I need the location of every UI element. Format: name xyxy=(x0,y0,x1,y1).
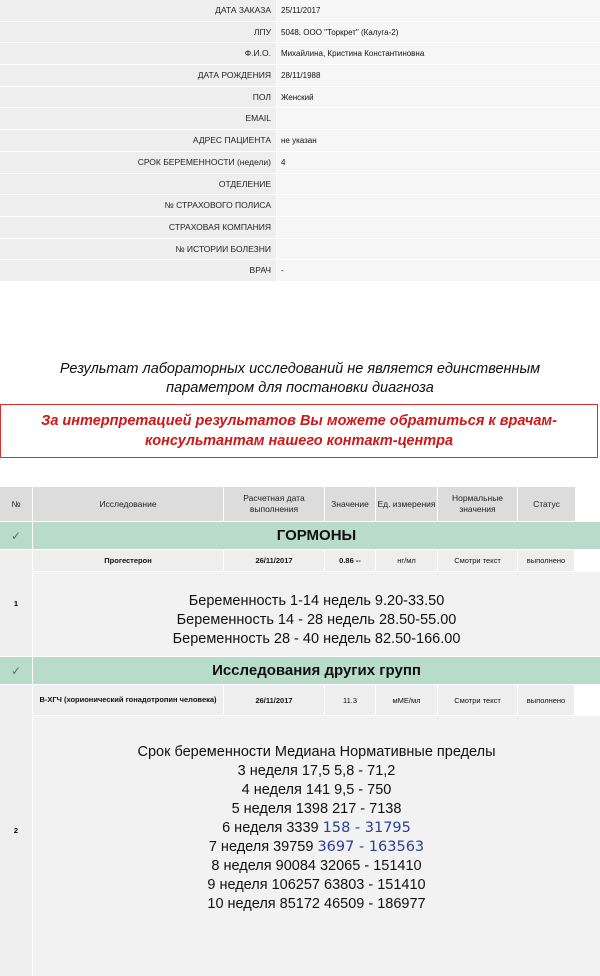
result-row-progesterone xyxy=(0,550,600,656)
header-value: Значение xyxy=(325,487,375,521)
study-date: 26/11/2017 xyxy=(224,685,324,715)
check-icon: ✓ xyxy=(0,522,32,549)
warning-line-1: За интерпретацией результатов Вы можете обратиться к врачам- xyxy=(41,413,557,429)
result-comment xyxy=(33,716,600,976)
section-other xyxy=(0,657,600,684)
comment-header: Срок беременности Медиана Нормативные пределы xyxy=(137,744,496,760)
patient-info-label: Ф.И.О. xyxy=(0,43,276,64)
patient-info-value xyxy=(277,239,600,260)
patient-info-label: ЛПУ xyxy=(0,22,276,43)
comment-line: Беременность 28 - 40 недель 82.50-166.00 xyxy=(172,631,461,647)
patient-info-value: 28/11/1988 xyxy=(277,65,600,86)
patient-info-row xyxy=(0,195,600,217)
warning-line-2: консультантам нашего контакт-центра xyxy=(144,433,454,449)
patient-info-row xyxy=(0,22,600,44)
comment-line xyxy=(33,819,600,838)
study-value: 11.3 xyxy=(325,685,375,715)
patient-info-row xyxy=(0,87,600,109)
patient-info-label: АДРЕС ПАЦИЕНТА xyxy=(0,130,276,151)
section-hormones xyxy=(0,522,600,549)
header-normal: Нормальные значения xyxy=(438,487,517,521)
study-value: 0.86 -- xyxy=(325,550,375,571)
patient-info-row xyxy=(0,65,600,87)
patient-info-value xyxy=(277,195,600,216)
patient-info-row xyxy=(0,43,600,65)
comment-text: 6 неделя 3339 xyxy=(222,820,323,836)
patient-info-label: ОТДЕЛЕНИЕ xyxy=(0,174,276,195)
comment-line: 8 неделя 90084 32065 - 151410 xyxy=(211,858,422,874)
header-date: Расчетная дата выполнения xyxy=(224,487,324,521)
consultation-warning xyxy=(0,404,598,458)
comment-line: Беременность 14 - 28 недель 28.50-55.00 xyxy=(176,612,457,628)
patient-info-value xyxy=(277,217,600,238)
comment-text: 7 неделя 39759 xyxy=(208,839,318,855)
patient-info-value: 25/11/2017 xyxy=(277,0,600,21)
study-normal: Смотри текст xyxy=(438,550,517,571)
header-unit: Ед. измерения xyxy=(376,487,437,521)
patient-info-row xyxy=(0,152,600,174)
study-unit: мМЕ/мл xyxy=(376,685,437,715)
patient-info-value: 4 xyxy=(277,152,600,173)
results-table xyxy=(0,487,600,976)
patient-info-value xyxy=(277,174,600,195)
patient-info-row xyxy=(0,130,600,152)
patient-info-label: № ИСТОРИИ БОЛЕЗНИ xyxy=(0,239,276,260)
patient-info-label: СРОК БЕРЕМЕННОСТИ (недели) xyxy=(0,152,276,173)
patient-info-label: ДАТА РОЖДЕНИЯ xyxy=(0,65,276,86)
result-row-hcg xyxy=(0,685,600,976)
study-status: выполнено xyxy=(518,685,574,715)
row-number: 1 xyxy=(0,550,32,656)
patient-info-value: - xyxy=(277,260,600,281)
study-unit: нг/мл xyxy=(376,550,437,571)
comment-line: 3 неделя 17,5 5,8 - 71,2 xyxy=(237,763,396,779)
check-icon: ✓ xyxy=(0,657,32,684)
patient-info-row xyxy=(0,260,600,282)
patient-info-label: EMAIL xyxy=(0,108,276,129)
header-num: № xyxy=(0,487,32,521)
results-header-row xyxy=(0,487,600,521)
comment-line: 4 неделя 141 9,5 - 750 xyxy=(241,782,392,798)
patient-info-label: ДАТА ЗАКАЗА xyxy=(0,0,276,21)
patient-info-value: Михайлина, Кристина Константиновна xyxy=(277,43,600,64)
header-status: Статус xyxy=(518,487,575,521)
patient-info-value: Женский xyxy=(277,87,600,108)
disclaimer-note xyxy=(0,360,600,398)
patient-info-label: № СТРАХОВОГО ПОЛИСА xyxy=(0,195,276,216)
patient-info-table xyxy=(0,0,600,282)
patient-info-row xyxy=(0,239,600,261)
study-name: В-ХГЧ (хорионический гонадотропин человека) xyxy=(33,685,223,715)
result-comment xyxy=(33,572,600,656)
patient-info-label: СТРАХОВАЯ КОМПАНИЯ xyxy=(0,217,276,238)
comment-line: 10 неделя 85172 46509 - 186977 xyxy=(207,896,426,912)
comment-line: 9 неделя 106257 63803 - 151410 xyxy=(207,877,426,893)
comment-line: Беременность 1-14 недель 9.20-33.50 xyxy=(188,593,445,609)
row-number: 2 xyxy=(0,685,32,976)
study-date: 26/11/2017 xyxy=(224,550,324,571)
patient-info-row xyxy=(0,174,600,196)
patient-info-row xyxy=(0,108,600,130)
comment-range-highlight: 3697 - 163563 xyxy=(317,839,425,855)
patient-info-row xyxy=(0,217,600,239)
disclaimer-line-1: Результат лабораторных исследований не является единственным xyxy=(59,361,541,377)
study-status: выполнено xyxy=(518,550,574,571)
comment-range-highlight: 158 - 31795 xyxy=(322,820,411,836)
patient-info-label: ПОЛ xyxy=(0,87,276,108)
comment-line: 5 неделя 1398 217 - 7138 xyxy=(231,801,402,817)
study-name: Прогестерон xyxy=(33,550,223,571)
patient-info-row xyxy=(0,0,600,22)
header-study: Исследование xyxy=(33,487,223,521)
section-title: ГОРМОНЫ xyxy=(33,522,600,549)
patient-info-value: не указан xyxy=(277,130,600,151)
patient-info-value: 5048. ООО "Торкрет" (Калуга-2) xyxy=(277,22,600,43)
comment-line xyxy=(33,838,600,857)
patient-info-label: ВРАЧ xyxy=(0,260,276,281)
study-normal: Смотри текст xyxy=(438,685,517,715)
disclaimer-line-2: параметром для постановки диагноза xyxy=(166,380,434,396)
patient-info-value xyxy=(277,108,600,129)
section-title: Исследования других групп xyxy=(33,657,600,684)
